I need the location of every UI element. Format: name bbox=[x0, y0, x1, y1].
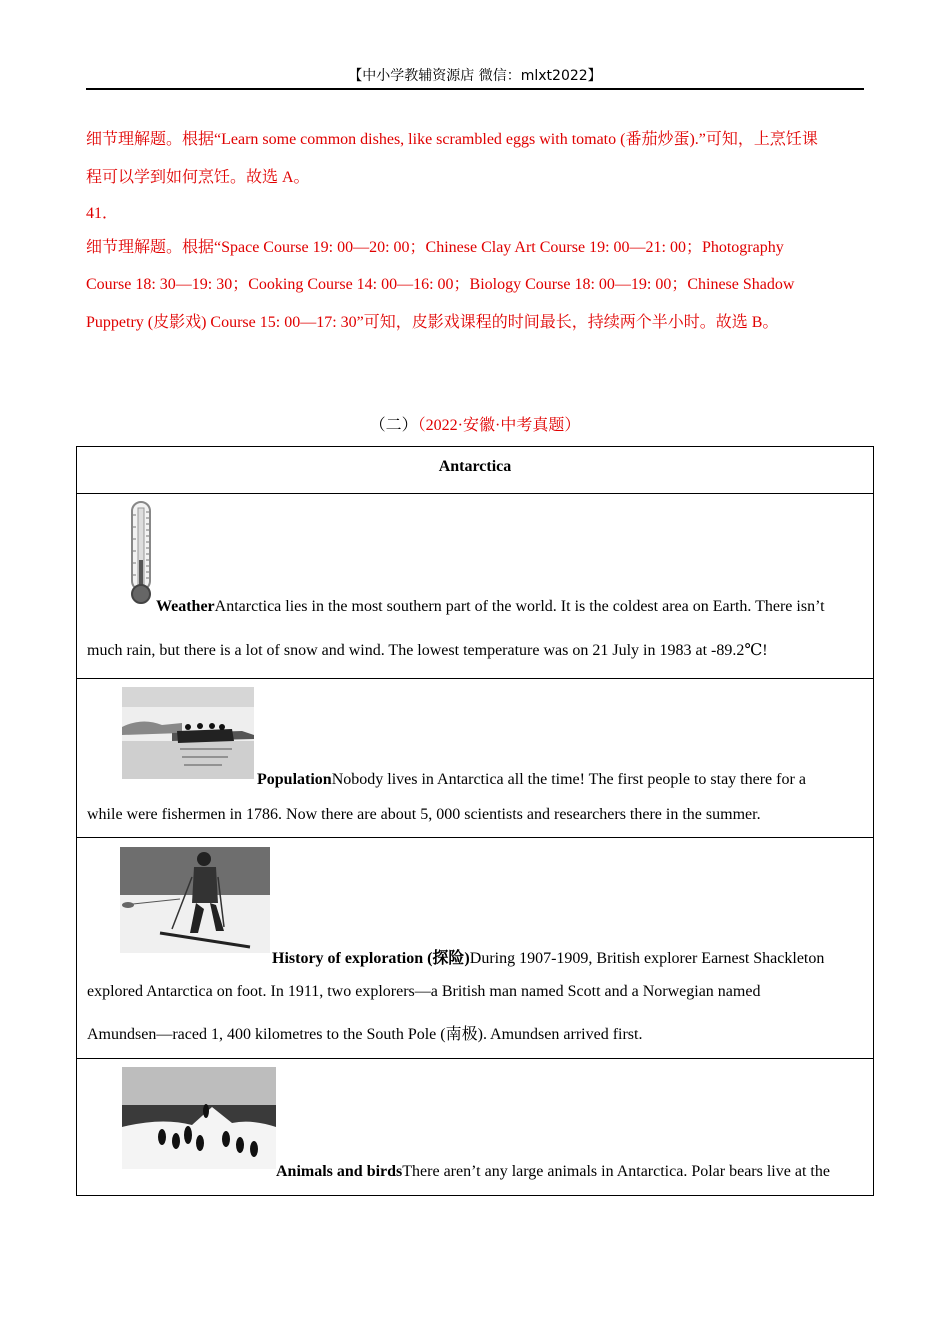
history-text-3: Amundsen—raced 1, 400 kilometres to the South Pole (南极). Amundsen arrived first. bbox=[87, 1026, 643, 1043]
weather-text-2: much rain, but there is a lot of snow and wind. The lowest temperature was on 21 July in 1983 at -89.2℃! bbox=[87, 642, 768, 659]
answer-line-2: 程可以学到如何烹饪。故选 A。 bbox=[86, 169, 310, 186]
population-row bbox=[77, 679, 874, 838]
animals-text-1: There aren’t any large animals in Antarctica. Polar bears live at the bbox=[402, 1163, 830, 1180]
section-title bbox=[0, 412, 950, 435]
population-text-1: Nobody lives in Antarctica all the time! The first people to stay there for a bbox=[331, 771, 806, 788]
table-title: Antarctica bbox=[77, 447, 874, 494]
antarctica-table bbox=[76, 446, 874, 1196]
animals-row bbox=[77, 1059, 874, 1196]
explorer-photo bbox=[120, 847, 270, 953]
weather-heading: Weather bbox=[156, 598, 215, 615]
boat-photo bbox=[122, 687, 254, 779]
history-heading: History of exploration (探险) bbox=[272, 950, 470, 967]
history-text-1: During 1907-1909, British explorer Earnest Shackleton bbox=[469, 950, 825, 967]
animals-heading: Animals and birds bbox=[276, 1163, 403, 1180]
weather-text-1: Antarctica lies in the most southern part of the world. It is the coldest area on Earth. There isn’t bbox=[214, 598, 825, 615]
page-header: 【中小学教辅资源店 微信：mlxt2022】 bbox=[86, 64, 864, 90]
history-row bbox=[77, 838, 874, 1059]
thermometer-icon bbox=[124, 500, 164, 606]
population-heading: Population bbox=[257, 771, 332, 788]
answer-line-1: 细节理解题。根据“Learn some common dishes, like scrambled eggs with tomato (番茄炒蛋).”可知，上烹饪课 bbox=[86, 131, 818, 148]
answer-41-line-2: Course 18: 30—19: 30；Cooking Course 14: 00—16: 00；Biology Course 18: 00—19: 00；Chinese Shadow bbox=[86, 276, 795, 293]
section-source: （2022·安徽·中考真题） bbox=[417, 417, 581, 434]
answer-41-line-1: 细节理解题。根据“Space Course 19: 00—20: 00；Chinese Clay Art Course 19: 00—21: 00；Photography bbox=[86, 239, 784, 256]
penguins-photo bbox=[122, 1067, 276, 1169]
question-41-number: 41． bbox=[86, 205, 119, 222]
weather-row bbox=[77, 494, 874, 679]
section-prefix: （二） bbox=[369, 417, 418, 434]
population-text-2: while were fishermen in 1786. Now there are about 5, 000 scientists and researchers there in the summer. bbox=[87, 806, 761, 823]
answer-41-line-3: Puppetry (皮影戏) Course 15: 00—17: 30”可知，皮影戏课程的时间最长，持续两个半小时。故选 B。 bbox=[86, 314, 779, 331]
history-text-2: explored Antarctica on foot. In 1911, two explorers—a British man named Scott and a Norwegian named bbox=[87, 983, 761, 1000]
